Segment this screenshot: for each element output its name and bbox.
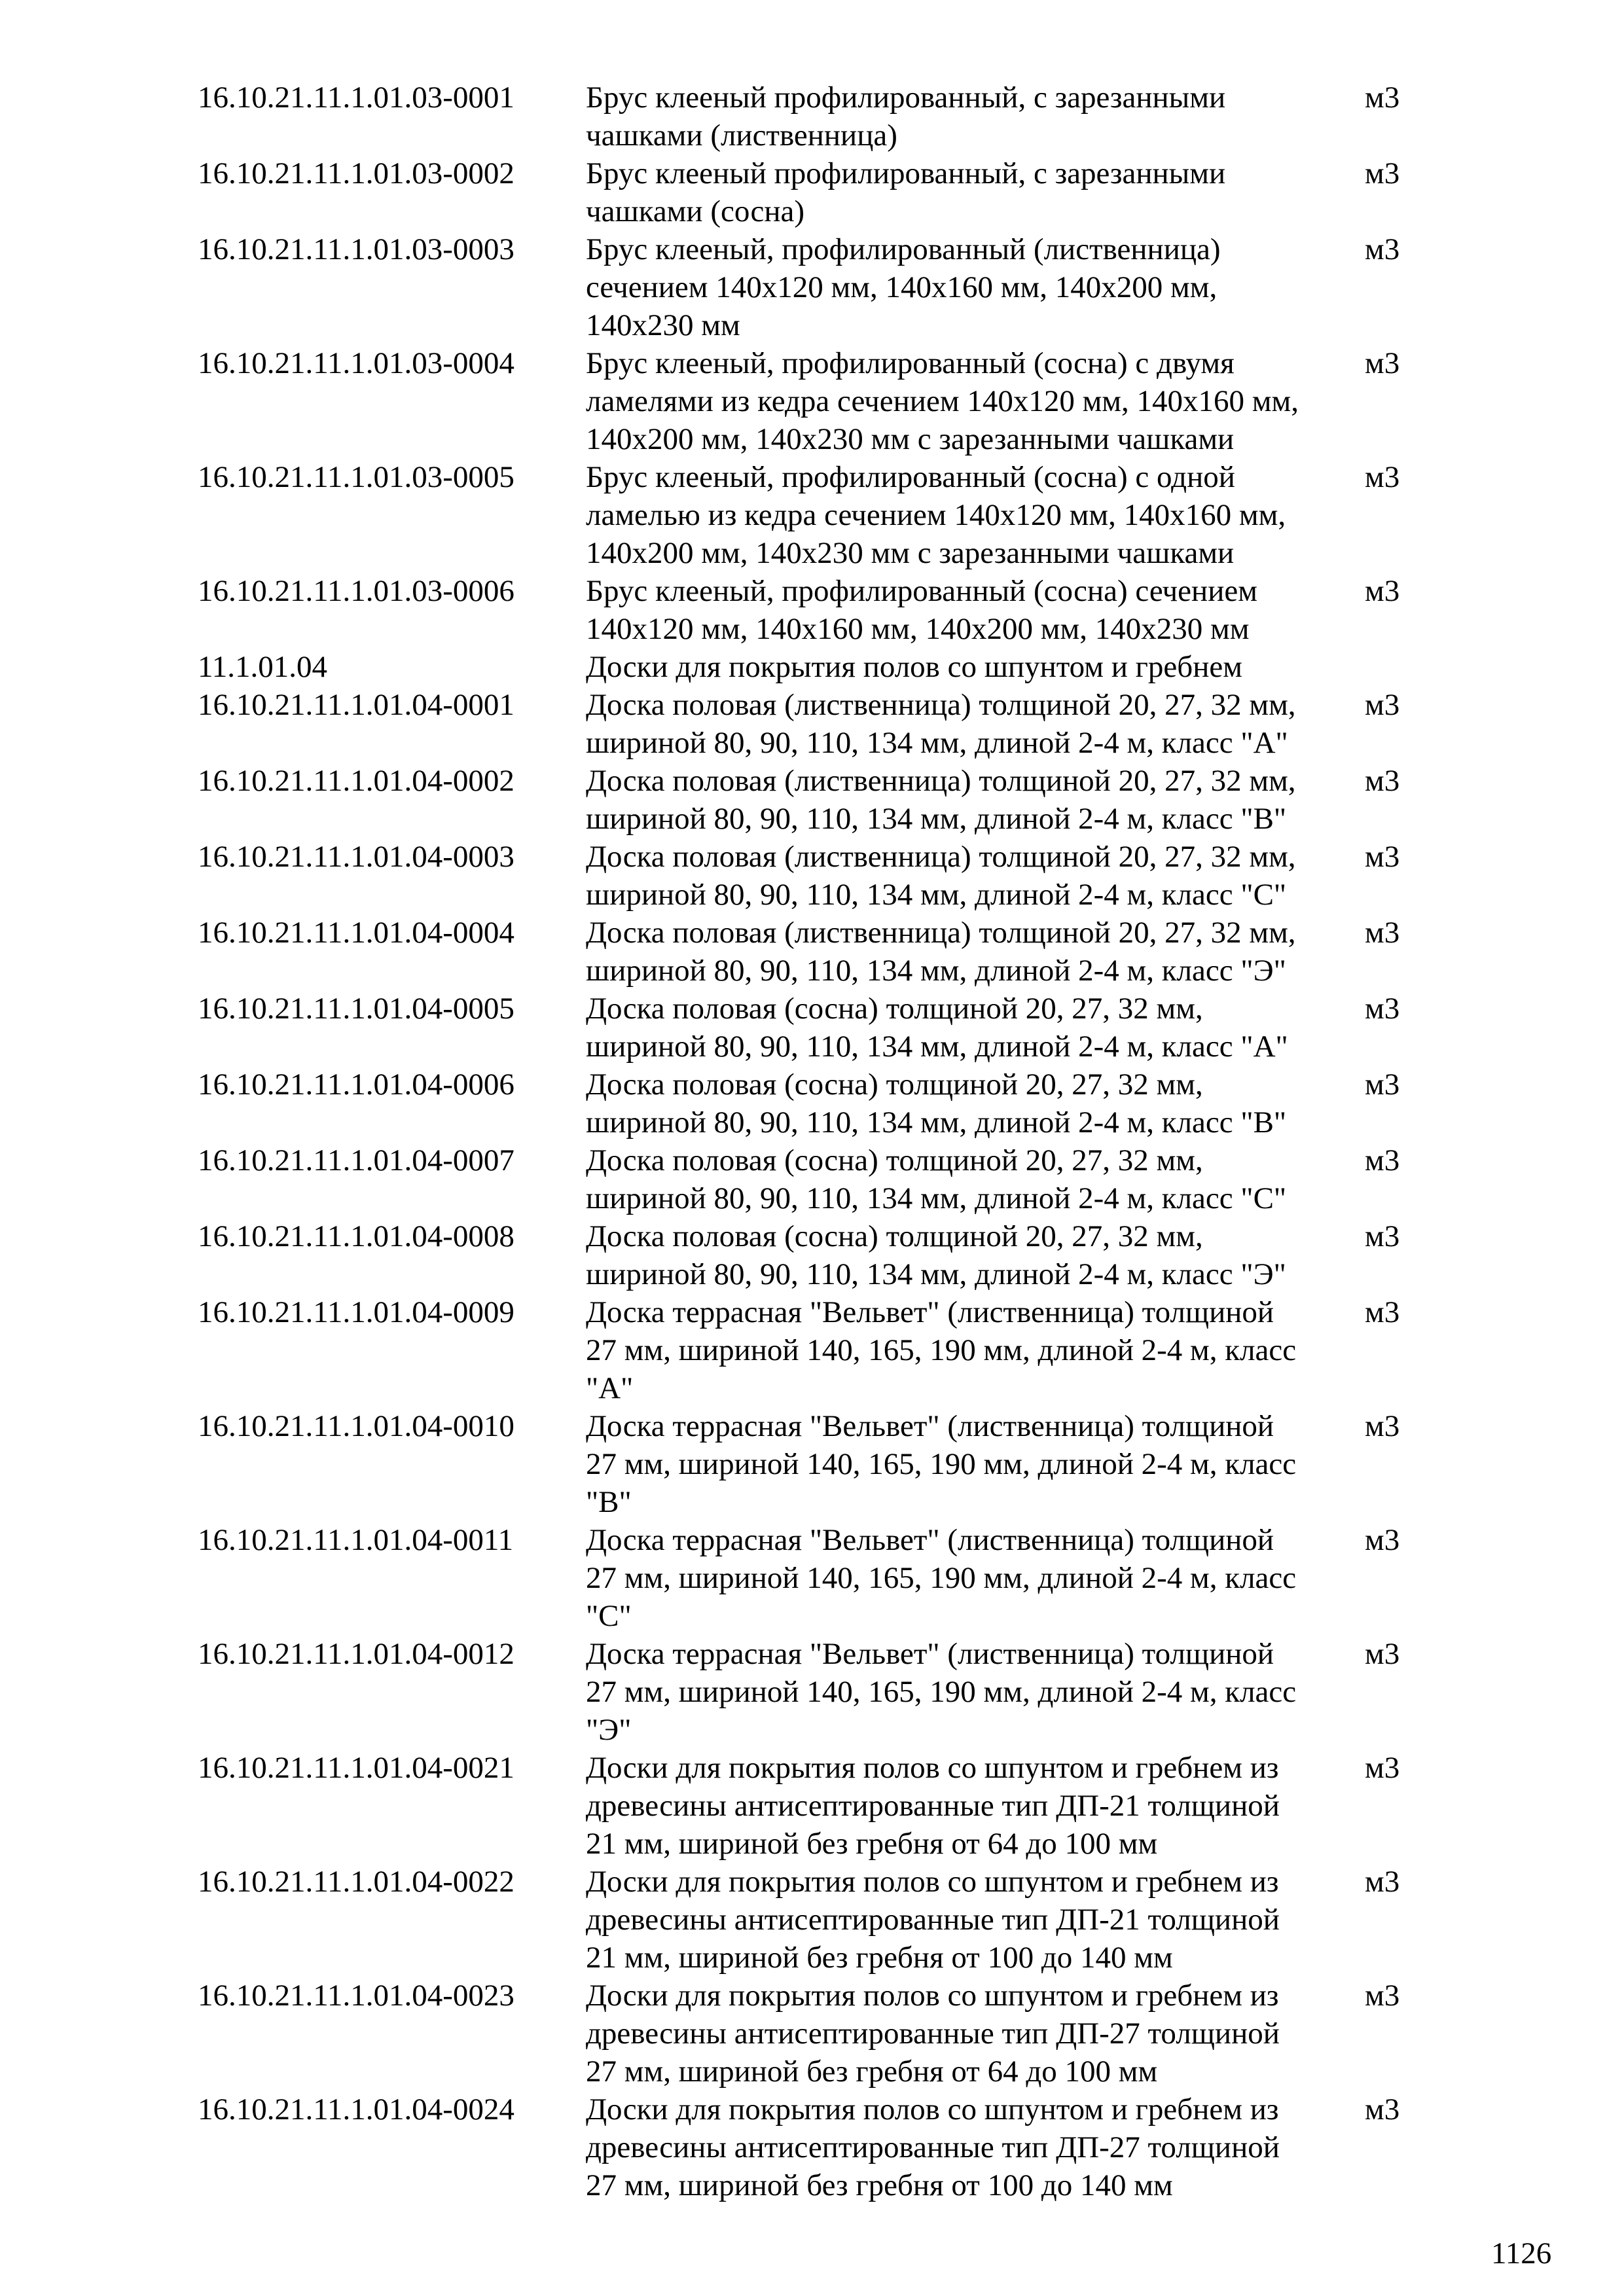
table-row bbox=[198, 1407, 1441, 1521]
item-name: Доска половая (сосна) толщиной 20, 27, 32 мм, шириной 80, 90, 110, 134 мм, длиной 2-4 м, класс "В" bbox=[586, 1067, 1287, 1139]
item-name: Брус клееный, профилированный (сосна) с двумя ламелями из кедра сечением 140х120 мм, 140х160 мм, 140х200 мм, 140х230 мм с зарезанными чашками bbox=[586, 346, 1299, 456]
item-name: Доска террасная "Вельвет" (лиственница) толщиной 27 мм, шириной 140, 165, 190 мм, длиной 2-4 м, класс "А" bbox=[586, 1295, 1297, 1405]
table-row bbox=[198, 1863, 1441, 1977]
item-unit: м3 bbox=[1365, 1067, 1400, 1102]
item-code: 16.10.21.11.1.01.04-0006 bbox=[198, 1067, 514, 1102]
item-code: 16.10.21.11.1.01.04-0023 bbox=[198, 1979, 514, 2013]
item-name: Доска половая (лиственница) толщиной 20, 27, 32 мм, шириной 80, 90, 110, 134 мм, длиной 2-4 м, класс "С" bbox=[586, 840, 1296, 912]
item-code: 16.10.21.11.1.01.03-0004 bbox=[198, 346, 514, 380]
table-row bbox=[198, 990, 1441, 1066]
item-name: Доски для покрытия полов со шпунтом и гребнем из древесины антисептированные тип ДП-27 толщиной 27 мм, шириной без гребня от 100 до 140 мм bbox=[586, 2092, 1280, 2202]
item-unit: м3 bbox=[1365, 840, 1400, 874]
item-unit: м3 bbox=[1365, 1979, 1400, 2013]
item-unit: м3 bbox=[1365, 1751, 1400, 1785]
table-row bbox=[198, 154, 1441, 230]
item-code: 16.10.21.11.1.01.04-0010 bbox=[198, 1409, 514, 1443]
item-code: 16.10.21.11.1.01.04-0009 bbox=[198, 1295, 514, 1329]
item-code: 16.10.21.11.1.01.04-0004 bbox=[198, 916, 514, 950]
table-row bbox=[198, 1977, 1441, 2090]
item-code: 16.10.21.11.1.01.04-0021 bbox=[198, 1751, 514, 1785]
table-row bbox=[198, 1293, 1441, 1407]
item-code: 11.1.01.04 bbox=[198, 650, 328, 684]
item-code: 16.10.21.11.1.01.04-0022 bbox=[198, 1865, 514, 1899]
item-unit: м3 bbox=[1365, 764, 1400, 798]
item-unit: м3 bbox=[1365, 2092, 1400, 2126]
item-code: 16.10.21.11.1.01.04-0001 bbox=[198, 688, 514, 722]
table-row bbox=[198, 1521, 1441, 1635]
item-name: Брус клееный профилированный, с зарезанными чашками (лиственница) bbox=[586, 81, 1226, 152]
item-unit: м3 bbox=[1365, 346, 1400, 380]
item-name: Доска половая (лиственница) толщиной 20, 27, 32 мм, шириной 80, 90, 110, 134 мм, длиной 2-4 м, класс "Э" bbox=[586, 916, 1296, 988]
item-unit: м3 bbox=[1365, 574, 1400, 608]
item-unit: м3 bbox=[1365, 81, 1400, 115]
item-unit: м3 bbox=[1365, 1143, 1400, 1177]
page-number: 1126 bbox=[1491, 2236, 1552, 2270]
item-unit: м3 bbox=[1365, 1523, 1400, 1557]
item-unit: м3 bbox=[1365, 460, 1400, 494]
table-row bbox=[198, 1217, 1441, 1293]
item-code: 16.10.21.11.1.01.03-0005 bbox=[198, 460, 514, 494]
item-unit: м3 bbox=[1365, 916, 1400, 950]
item-unit: м3 bbox=[1365, 156, 1400, 190]
item-code: 16.10.21.11.1.01.04-0002 bbox=[198, 764, 514, 798]
item-name: Брус клееный профилированный, с зарезанными чашками (сосна) bbox=[586, 156, 1226, 228]
table-row bbox=[198, 344, 1441, 458]
item-name: Доски для покрытия полов со шпунтом и гребнем из древесины антисептированные тип ДП-21 толщиной 21 мм, шириной без гребня от 64 до 100 мм bbox=[586, 1751, 1280, 1861]
item-code: 16.10.21.11.1.01.03-0001 bbox=[198, 81, 514, 115]
item-code: 16.10.21.11.1.01.03-0002 bbox=[198, 156, 514, 190]
table-row bbox=[198, 1141, 1441, 1217]
table-row bbox=[198, 79, 1441, 154]
table-row bbox=[198, 1635, 1441, 1749]
item-name: Брус клееный, профилированный (сосна) сечением 140х120 мм, 140х160 мм, 140х200 мм, 140х230 мм bbox=[586, 574, 1257, 646]
item-unit: м3 bbox=[1365, 1219, 1400, 1253]
table-row bbox=[198, 2090, 1441, 2204]
table-row bbox=[198, 914, 1441, 990]
item-code: 16.10.21.11.1.01.04-0024 bbox=[198, 2092, 514, 2126]
item-name: Доска половая (сосна) толщиной 20, 27, 32 мм, шириной 80, 90, 110, 134 мм, длиной 2-4 м, класс "А" bbox=[586, 992, 1288, 1064]
item-unit: м3 bbox=[1365, 1637, 1400, 1671]
item-code: 16.10.21.11.1.01.03-0006 bbox=[198, 574, 514, 608]
item-name: Доски для покрытия полов со шпунтом и гребнем из древесины антисептированные тип ДП-21 толщиной 21 мм, шириной без гребня от 100 до 140 мм bbox=[586, 1865, 1280, 1975]
item-unit: м3 bbox=[1365, 992, 1400, 1026]
item-code: 16.10.21.11.1.01.04-0008 bbox=[198, 1219, 514, 1253]
table-row bbox=[198, 1749, 1441, 1863]
table-row bbox=[198, 458, 1441, 572]
item-name: Доска половая (лиственница) толщиной 20, 27, 32 мм, шириной 80, 90, 110, 134 мм, длиной 2-4 м, класс "В" bbox=[586, 764, 1296, 836]
item-name: Доска террасная "Вельвет" (лиственница) толщиной 27 мм, шириной 140, 165, 190 мм, длиной 2-4 м, класс "Э" bbox=[586, 1637, 1297, 1747]
price-list-table bbox=[198, 79, 1441, 2204]
item-name: Доска террасная "Вельвет" (лиственница) толщиной 27 мм, шириной 140, 165, 190 мм, длиной 2-4 м, класс "В" bbox=[586, 1409, 1297, 1519]
item-code: 16.10.21.11.1.01.04-0011 bbox=[198, 1523, 514, 1557]
table-row bbox=[198, 686, 1441, 762]
item-code: 16.10.21.11.1.01.04-0003 bbox=[198, 840, 514, 874]
item-name: Доски для покрытия полов со шпунтом и гребнем bbox=[586, 650, 1242, 684]
item-name: Доски для покрытия полов со шпунтом и гребнем из древесины антисептированные тип ДП-27 толщиной 27 мм, шириной без гребня от 64 до 100 мм bbox=[586, 1979, 1280, 2089]
table-row bbox=[198, 1066, 1441, 1141]
item-name: Доска террасная "Вельвет" (лиственница) толщиной 27 мм, шириной 140, 165, 190 мм, длиной 2-4 м, класс "С" bbox=[586, 1523, 1297, 1633]
item-unit: м3 bbox=[1365, 232, 1400, 266]
item-code: 16.10.21.11.1.01.03-0003 bbox=[198, 232, 514, 266]
item-unit: м3 bbox=[1365, 1865, 1400, 1899]
item-code: 16.10.21.11.1.01.04-0012 bbox=[198, 1637, 514, 1671]
item-name: Доска половая (сосна) толщиной 20, 27, 32 мм, шириной 80, 90, 110, 134 мм, длиной 2-4 м, класс "С" bbox=[586, 1143, 1287, 1215]
item-name: Брус клееный, профилированный (лиственница) сечением 140х120 мм, 140х160 мм, 140х200 мм, 140х230 мм bbox=[586, 232, 1221, 342]
item-code: 16.10.21.11.1.01.04-0005 bbox=[198, 992, 514, 1026]
table-row bbox=[198, 762, 1441, 838]
item-name: Доска половая (сосна) толщиной 20, 27, 32 мм, шириной 80, 90, 110, 134 мм, длиной 2-4 м, класс "Э" bbox=[586, 1219, 1286, 1291]
item-unit: м3 bbox=[1365, 1295, 1400, 1329]
table-row bbox=[198, 648, 1441, 686]
item-name: Брус клееный, профилированный (сосна) с одной ламелью из кедра сечением 140х120 мм, 140х160 мм, 140х200 мм, 140х230 мм с зарезанными чашками bbox=[586, 460, 1286, 570]
table-row bbox=[198, 838, 1441, 914]
item-unit: м3 bbox=[1365, 688, 1400, 722]
item-name: Доска половая (лиственница) толщиной 20, 27, 32 мм, шириной 80, 90, 110, 134 мм, длиной 2-4 м, класс "А" bbox=[586, 688, 1296, 760]
item-unit: м3 bbox=[1365, 1409, 1400, 1443]
item-code: 16.10.21.11.1.01.04-0007 bbox=[198, 1143, 514, 1177]
table-row bbox=[198, 572, 1441, 648]
table-row bbox=[198, 230, 1441, 344]
